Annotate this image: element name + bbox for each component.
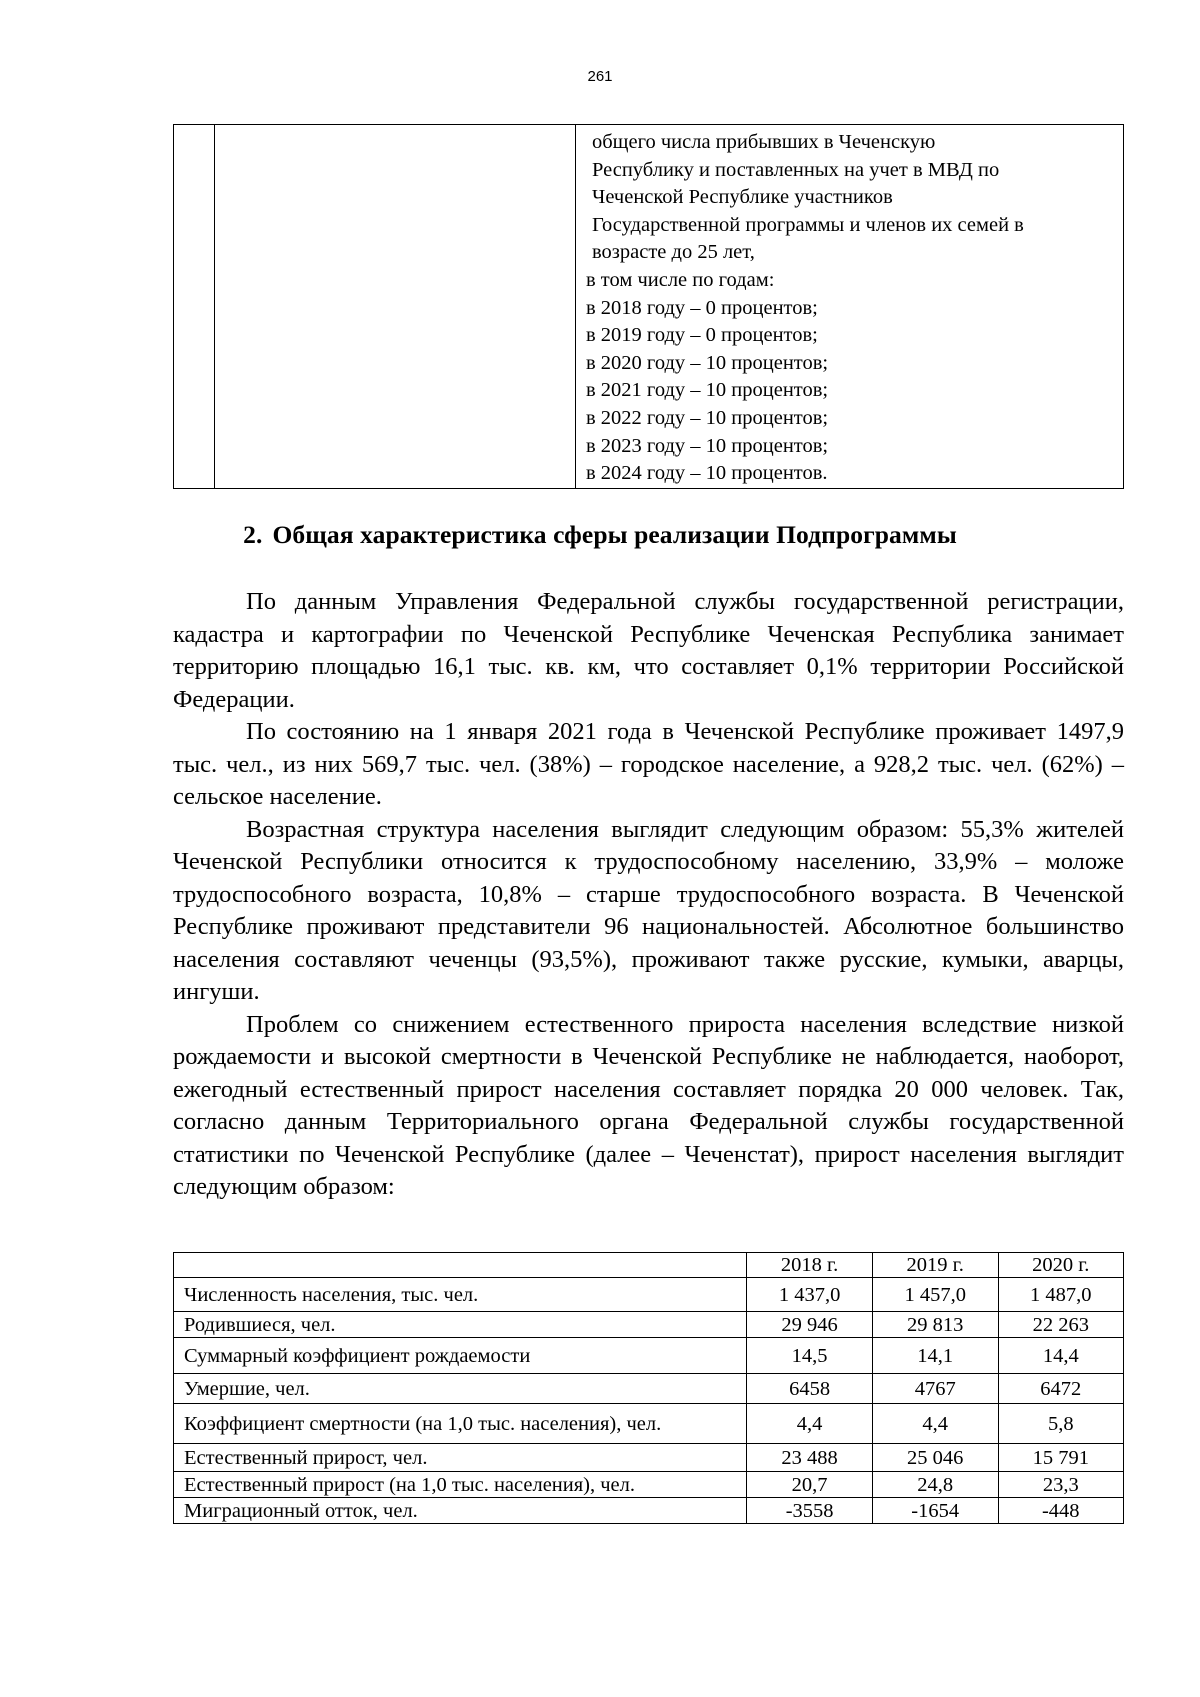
row-value: 14,5	[747, 1338, 873, 1374]
indicator-year-line: в 2018 году – 0 процентов;	[586, 296, 818, 319]
table-row	[174, 1312, 1124, 1338]
paragraph: Возрастная структура населения выглядит следующим образом: 55,3% жителей Чеченской Республики относится к трудоспособному населению, 33,9% – моложе трудоспособного возраста, 10,8% – старше трудоспособного возраста. В Чеченской Республике проживают представители 96 национальностей. Абсолютное большинство населения составляют чеченцы (93,5%), проживают также русские, кумыки, аварцы, ингуши.	[173, 815, 1124, 1005]
row-value: 29 946	[747, 1312, 873, 1338]
row-value: 20,7	[747, 1472, 873, 1498]
table-row	[174, 1498, 1124, 1524]
page-number: 261	[587, 68, 613, 85]
row-label: Миграционный отток, чел.	[174, 1498, 747, 1524]
table-row	[174, 1404, 1124, 1444]
section-number: 2.	[243, 520, 263, 549]
row-label: Коэффициент смертности (на 1,0 тыс. населения), чел.	[174, 1404, 747, 1444]
row-value: 1 457,0	[872, 1278, 998, 1312]
row-value: -448	[998, 1498, 1124, 1524]
indicator-year-line: в 2023 году – 10 процентов;	[586, 434, 829, 457]
row-value: 5,8	[998, 1404, 1124, 1444]
row-value: 4,4	[747, 1404, 873, 1444]
table-header-row	[174, 1253, 1124, 1278]
header-cell-year: 2020 г.	[998, 1253, 1124, 1278]
population-stats-table	[173, 1252, 1124, 1524]
row-label: Суммарный коэффициент рождаемости	[174, 1338, 747, 1374]
row-label: Умершие, чел.	[174, 1374, 747, 1404]
row-value: 23 488	[747, 1444, 873, 1472]
indicator-line: Чеченской Республике участников	[592, 186, 893, 209]
row-value: -3558	[747, 1498, 873, 1524]
row-value: 1 437,0	[747, 1278, 873, 1312]
indicator-year-line: в 2019 году – 0 процентов;	[586, 324, 818, 347]
row-value: 22 263	[998, 1312, 1124, 1338]
row-label: Родившиеся, чел.	[174, 1312, 747, 1338]
row-value: 25 046	[872, 1444, 998, 1472]
indicator-year-line: в 2022 году – 10 процентов;	[586, 406, 829, 429]
row-value: 1 487,0	[998, 1278, 1124, 1312]
row-value: 14,1	[872, 1338, 998, 1374]
indicator-year-line: в 2020 году – 10 процентов;	[586, 351, 829, 374]
table-row	[174, 1374, 1124, 1404]
row-value: 14,4	[998, 1338, 1124, 1374]
indicator-line: общего числа прибывших в Чеченскую	[592, 131, 936, 153]
paragraph: По состоянию на 1 января 2021 года в Чеченской Республике проживает 1497,9 тыс. чел., из них 569,7 тыс. чел. (38%) – городское население, а 928,2 тыс. чел. (62%) – сельское население.	[173, 718, 1124, 810]
table-row	[174, 1338, 1124, 1374]
table-cell-empty	[215, 125, 576, 489]
table-cell-empty	[174, 125, 215, 489]
paragraph: Проблем со снижением естественного прироста населения вследствие низкой рождаемости и высокой смертности в Чеченской Республике не наблюдается, наоборот, ежегодный естественный прирост населения составляет порядка 20 000 человек. Так, согласно данным Территориального органа Федеральной службы государственной статистики по Чеченской Республике (далее – Чеченстат), прирост населения выглядит следующим образом:	[173, 1010, 1124, 1200]
row-label: Численность населения, тыс. чел.	[174, 1278, 747, 1312]
row-value: -1654	[872, 1498, 998, 1524]
row-value: 15 791	[998, 1444, 1124, 1472]
header-cell-year: 2018 г.	[747, 1253, 873, 1278]
indicator-line: возрасте до 25 лет,	[592, 241, 755, 264]
table-row	[174, 1472, 1124, 1498]
indicator-year-line: в 2024 году – 10 процентов.	[586, 462, 828, 485]
row-value: 4767	[872, 1374, 998, 1404]
section-heading	[0, 520, 1200, 550]
table-row	[174, 1444, 1124, 1472]
indicator-line: Республику и поставленных на учет в МВД по	[592, 158, 1000, 181]
indicator-cell	[576, 125, 1124, 489]
body-text	[173, 586, 1124, 1204]
header-cell-year: 2019 г.	[872, 1253, 998, 1278]
row-value: 6458	[747, 1374, 873, 1404]
table-row	[174, 1278, 1124, 1312]
section-title: Общая характеристика сферы реализации Подпрограммы	[272, 520, 957, 549]
continuation-table	[173, 124, 1124, 489]
header-cell	[174, 1253, 747, 1278]
row-value: 4,4	[872, 1404, 998, 1444]
indicator-year-line: в 2021 году – 10 процентов;	[586, 379, 829, 402]
table-row	[174, 125, 1124, 489]
paragraph: По данным Управления Федеральной службы государственной регистрации, кадастра и картографии по Чеченской Республике Чеченская Республика занимает территорию площадью 16,1 тыс. кв. км, что составляет 0,1% территории Российской Федерации.	[173, 588, 1124, 713]
indicator-line: Государственной программы и членов их семей в	[592, 213, 1024, 236]
row-label: Естественный прирост, чел.	[174, 1444, 747, 1472]
row-value: 23,3	[998, 1472, 1124, 1498]
row-value: 29 813	[872, 1312, 998, 1338]
row-label: Естественный прирост (на 1,0 тыс. населения), чел.	[174, 1472, 747, 1498]
row-value: 6472	[998, 1374, 1124, 1404]
row-value: 24,8	[872, 1472, 998, 1498]
indicator-line: в том числе по годам:	[586, 268, 775, 291]
